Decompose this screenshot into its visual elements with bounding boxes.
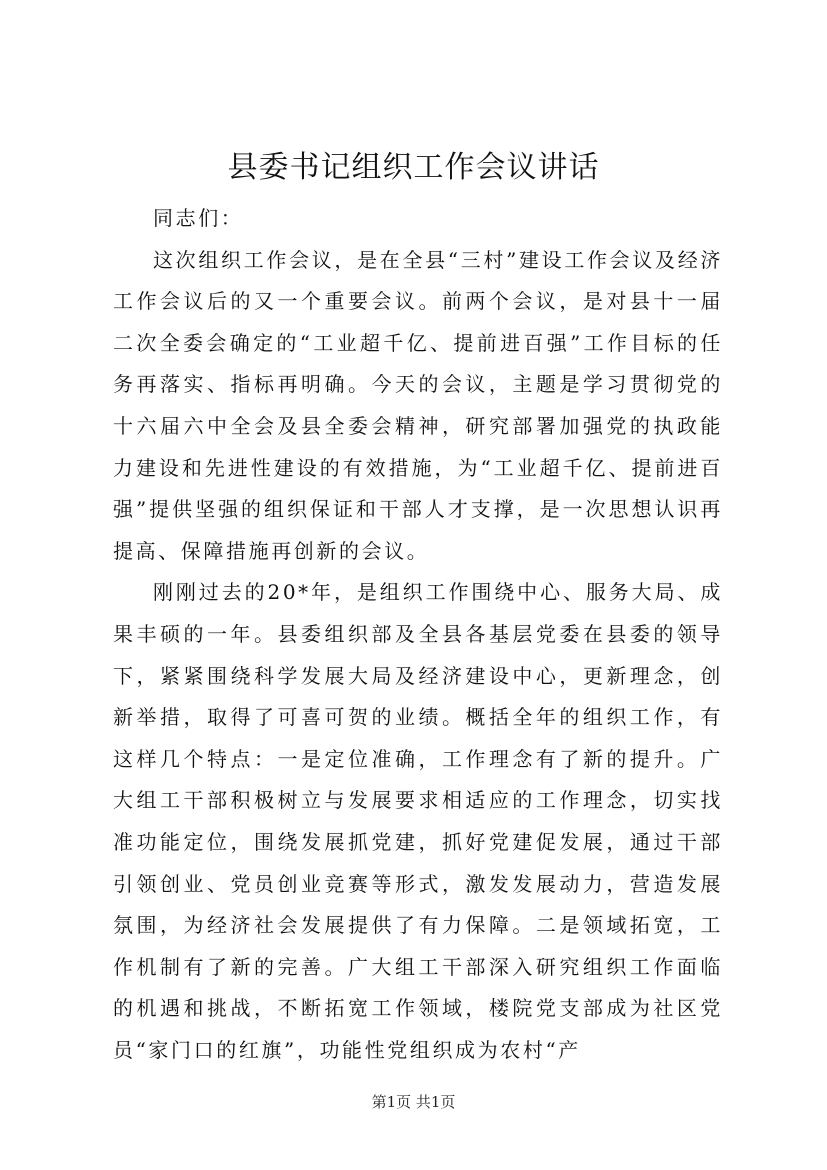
paragraph-2: 刚刚过去的20*年，是组织工作围绕中心、服务大局、成果丰硕的一年。县委组织部及全县各基层党委在县委的领导下，紧紧围绕科学发展大局及经济建设中心，更新理念，创新举措，取得了可喜可贺的业绩。概括全年的组织工作，有这样几个特点：一是定位准确，工作理念有了新的提升。广大组工干部积极树立与发展要求相适应的工作理念，切实找准功能定位，围绕发展抓党建，抓好党建促发展，通过干部引领创业、党员创业竞赛等形式，激发发展动力，营造发展氛围，为经济社会发展提供了有力保障。二是领域拓宽，工作机制有了新的完善。广大组工干部深入研究组织工作面临的机遇和挑战，不断拓宽工作领域，楼院党支部成为社区党员“家门口的红旗”，功能性党组织成为农村“产 [113,580,723,1062]
page-footer: 第1页 共1页 [371,1093,456,1111]
paragraph-1: 这次组织工作会议，是在全县“三村”建设工作会议及经济工作会议后的又一个重要会议。前两个会议，是对县十一届二次全委会确定的“工业超千亿、提前进百强”工作目标的任务再落实、指标再明确。今天的会议，主题是学习贯彻党的十六届六中全会及县全委会精神，研究部署加强党的执政能力建设和先进性建设的有效措施，为“工业超千亿、提前进百强”提供坚强的组织保证和干部人才支撑，是一次思想认识再提高、保障措施再创新的会议。 [113,247,723,563]
salutation: 同志们： [153,206,244,230]
document-title: 县委书记组织工作会议讲话 [227,150,600,185]
document-body [113,198,723,1071]
